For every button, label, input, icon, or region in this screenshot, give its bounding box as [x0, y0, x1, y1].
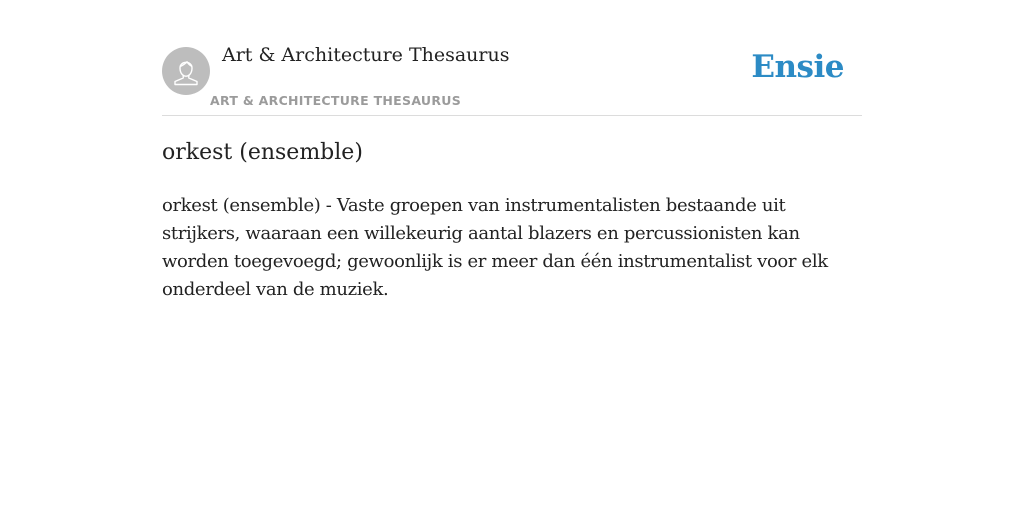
person-outline-icon — [162, 47, 210, 95]
user-avatar-icon[interactable] — [162, 47, 210, 95]
source-header — [162, 0, 862, 116]
brand-logo-link[interactable]: Ensie — [751, 49, 844, 85]
source-title-link[interactable]: Art & Architecture Thesaurus — [222, 44, 510, 66]
source-subtitle-link[interactable]: ART & ARCHITECTURE THESAURUS — [210, 93, 462, 108]
term-definition: orkest (ensemble) - Vaste groepen van instrumentalisten bestaande uit strijkers, waaraan een willekeurig aantal blazers en percussionisten kan worden toegevoegd; gewoonlijk is er meer dan één instrumentalist voor elk onderdeel van de muziek. — [162, 195, 828, 300]
term-title: orkest (ensemble) — [162, 140, 363, 165]
